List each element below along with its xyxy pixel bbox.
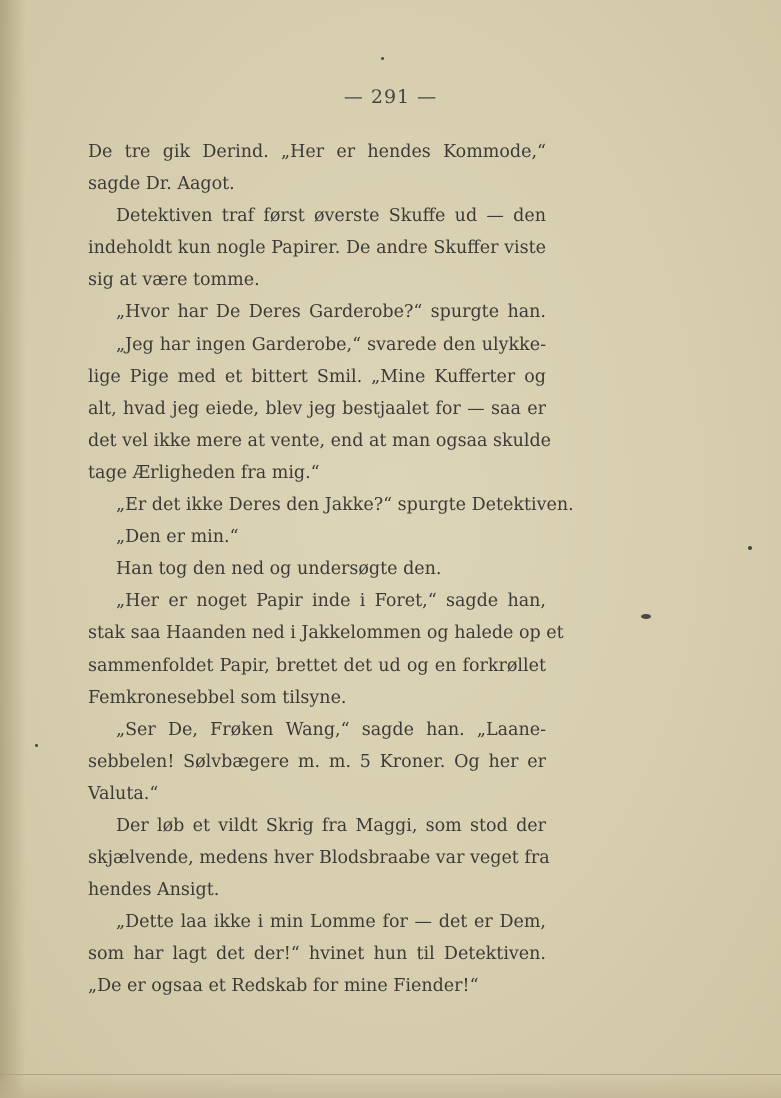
page-gutter-shadow: [0, 0, 26, 1098]
text-line: alt, hvad jeg eiede, blev jeg bestjaalet for — saa er: [88, 398, 546, 419]
page-bottom-edge: [0, 1074, 781, 1098]
text-line: sebbelen! Sølvbægere m. m. 5 Kroner. Og her er: [88, 751, 546, 772]
text-line: Der løb et vildt Skrig fra Maggi, som stod der: [116, 815, 546, 836]
ink-speck: [35, 744, 38, 747]
text-line: „Er det ikke Deres den Jakke?“ spurgte Detektiven.: [116, 495, 574, 516]
text-line: Femkronesebbel som tilsyne.: [88, 687, 347, 708]
text-line: stak saa Haanden ned i Jakkelommen og halede op et: [88, 623, 564, 644]
text-line: Detektiven traf først øverste Skuffe ud — den: [116, 206, 546, 227]
text-line: „Ser De, Frøken Wang,“ sagde han. „Laane-: [116, 719, 546, 740]
text-line: „Her er noget Papir inde i Foret,“ sagde han,: [116, 591, 546, 612]
text-line: sagde Dr. Aagot.: [88, 174, 235, 195]
text-line: „De er ogsaa et Redskab for mine Fiender!“: [88, 976, 479, 997]
text-line: hendes Ansigt.: [88, 880, 220, 901]
text-line: „Hvor har De Deres Garderobe?“ spurgte han.: [116, 302, 546, 323]
text-line: „Dette laa ikke i min Lomme for — det er Dem,: [116, 912, 546, 933]
text-line: Valuta.“: [88, 783, 159, 804]
text-line: det vel ikke mere at vente, end at man ogsaa skulde: [88, 430, 552, 451]
text-line: De tre gik Derind. „Her er hendes Kommode,“: [88, 142, 546, 162]
text-line: tage Ærligheden fra mig.“: [88, 462, 320, 483]
text-line: lige Pige med et bittert Smil. „Mine Kufferter og: [88, 366, 546, 387]
ink-speck: [748, 546, 752, 550]
text-line: Han tog den ned og undersøgte den.: [116, 559, 442, 580]
page-body-text: [88, 136, 574, 1003]
ink-speck: [381, 57, 384, 60]
page-number-header: — 291 —: [343, 86, 438, 108]
text-line: skjælvende, medens hver Blodsbraabe var veget fra: [88, 848, 550, 869]
text-line: sammenfoldet Papir, brettet det ud og en forkrøllet: [88, 655, 546, 676]
text-line: „Jeg har ingen Garderobe,“ svarede den ulykke-: [116, 334, 546, 355]
text-line: sig at være tomme.: [88, 270, 260, 291]
ink-speck: [641, 614, 651, 619]
text-line: „Den er min.“: [116, 527, 239, 548]
text-line: indeholdt kun nogle Papirer. De andre Skuffer viste: [88, 238, 546, 259]
text-line: som har lagt det der!“ hvinet hun til Detektiven.: [88, 944, 546, 965]
